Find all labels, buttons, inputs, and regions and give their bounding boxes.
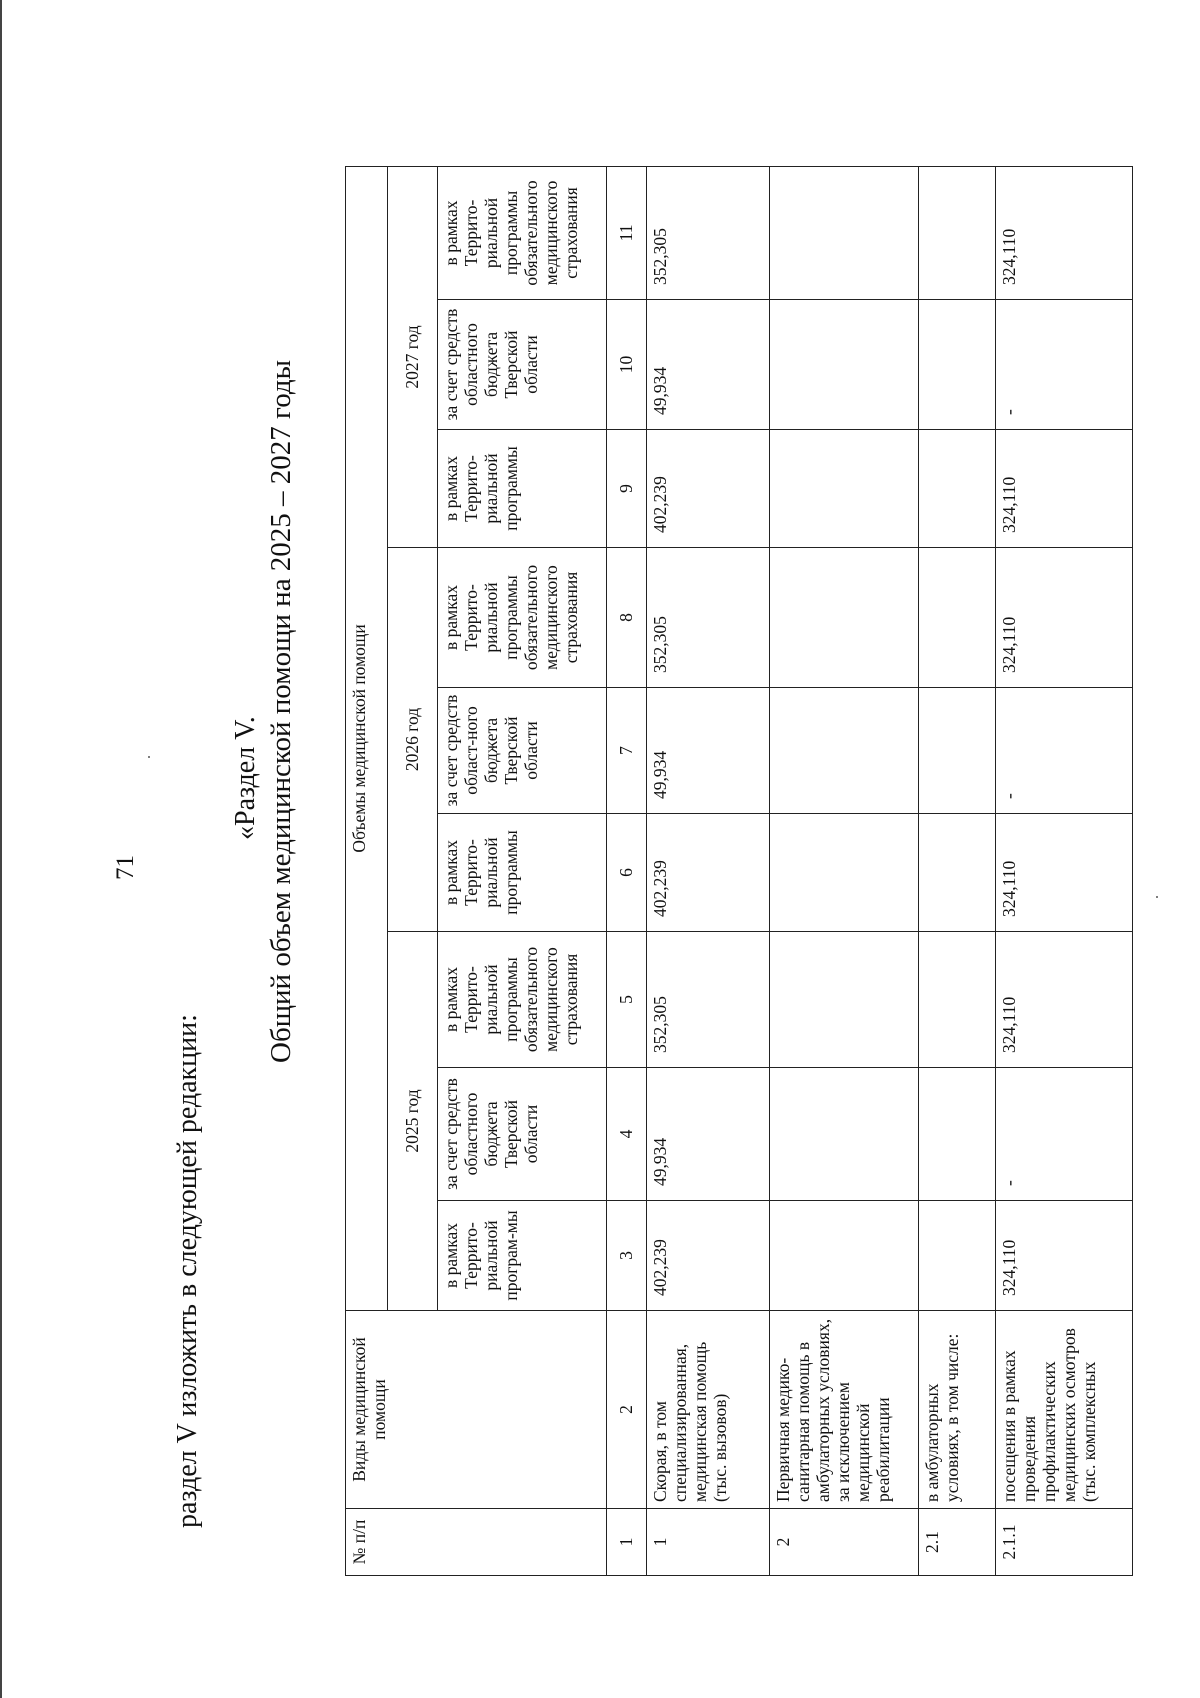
table-row bbox=[996, 166, 1133, 1575]
value-cell bbox=[769, 932, 918, 1068]
value-cell bbox=[919, 932, 996, 1068]
column-number: 5 bbox=[607, 932, 647, 1068]
value-cell bbox=[919, 300, 996, 430]
table-row bbox=[919, 166, 996, 1575]
header-cell-volumes: Объемы медицинской помощи bbox=[346, 166, 388, 1310]
subheader-cell: в рамках Террито-риальной программы bbox=[438, 814, 607, 932]
row-type: Первичная медико-санитарная помощь в амбулаторных условиях, за исключением медицинской реабилитации bbox=[769, 1311, 918, 1509]
value-cell: 324,110 bbox=[996, 430, 1133, 548]
value-cell: 324,110 bbox=[996, 166, 1133, 299]
header-cell-no: № п/п bbox=[346, 1509, 607, 1576]
subheader-cell: в рамках Террито-риальной програм-мы bbox=[438, 1201, 607, 1311]
value-cell: 352,305 bbox=[647, 548, 770, 688]
value-cell: 402,239 bbox=[647, 430, 770, 548]
row-type: посещения в рамках проведения профилактических медицинских осмотров (тыс. комплексных bbox=[996, 1311, 1133, 1509]
value-cell bbox=[769, 1201, 918, 1311]
value-cell bbox=[919, 1068, 996, 1201]
row-type: Скорая, в том специализированная, медицинская помощь (тыс. вызовов) bbox=[647, 1311, 770, 1509]
intro-text: раздел V изложить в следующей редакции: bbox=[172, 1014, 203, 1528]
value-cell bbox=[919, 688, 996, 814]
value-cell bbox=[769, 300, 918, 430]
value-cell bbox=[919, 814, 996, 932]
document-title: Общий объем медицинской помощи на 2025 – 2027 годы bbox=[265, 359, 297, 1063]
value-cell: 324,110 bbox=[996, 814, 1133, 932]
value-cell bbox=[769, 688, 918, 814]
row-number: 2.1 bbox=[919, 1509, 996, 1576]
value-cell bbox=[919, 166, 996, 299]
column-number: 4 bbox=[607, 1068, 647, 1201]
section-label: «Раздел V. bbox=[230, 716, 261, 840]
value-cell bbox=[769, 430, 918, 548]
column-number: 6 bbox=[607, 814, 647, 932]
column-number: 1 bbox=[607, 1509, 647, 1576]
value-cell: 402,239 bbox=[647, 1201, 770, 1311]
value-cell bbox=[769, 548, 918, 688]
value-cell: 49,934 bbox=[647, 300, 770, 430]
value-cell bbox=[919, 1201, 996, 1311]
table-row bbox=[647, 166, 770, 1575]
value-cell bbox=[769, 814, 918, 932]
table-row bbox=[769, 166, 918, 1575]
page-number: 71 bbox=[112, 855, 139, 880]
value-cell: 324,110 bbox=[996, 548, 1133, 688]
subheader-cell: в рамках Террито-риальной программы обязательного медицинского страхования bbox=[438, 166, 607, 299]
value-cell bbox=[919, 430, 996, 548]
value-cell: 49,934 bbox=[647, 1068, 770, 1201]
subheader-cell: за счет средств областного бюджета Тверской области bbox=[438, 300, 607, 430]
value-cell: 402,239 bbox=[647, 814, 770, 932]
value-cell bbox=[769, 1068, 918, 1201]
scan-speck bbox=[1156, 896, 1158, 898]
value-cell: 324,110 bbox=[996, 1201, 1133, 1311]
row-number: 2.1.1 bbox=[996, 1509, 1133, 1576]
value-cell bbox=[919, 548, 996, 688]
column-number-row bbox=[607, 166, 647, 1575]
header-year: 2025 год bbox=[388, 932, 438, 1311]
row-number: 2 bbox=[769, 1509, 918, 1576]
row-number: 1 bbox=[647, 1509, 770, 1576]
column-number: 7 bbox=[607, 688, 647, 814]
subheader-cell: в рамках Террито-риальной программы обязательного медицинского страхования bbox=[438, 548, 607, 688]
column-number: 2 bbox=[607, 1311, 647, 1509]
scan-speck bbox=[148, 756, 150, 758]
column-number: 9 bbox=[607, 430, 647, 548]
column-number: 11 bbox=[607, 166, 647, 299]
value-cell: - bbox=[996, 300, 1133, 430]
header-year: 2027 год bbox=[388, 166, 438, 547]
value-cell bbox=[769, 166, 918, 299]
column-number: 3 bbox=[607, 1201, 647, 1311]
value-cell: 352,305 bbox=[647, 932, 770, 1068]
table-header-row bbox=[346, 166, 388, 1575]
value-cell: - bbox=[996, 688, 1133, 814]
subheader-cell: за счет средств областного бюджета Тверской области bbox=[438, 1068, 607, 1201]
value-cell: 324,110 bbox=[996, 932, 1133, 1068]
header-cell-type: Виды медицинской помощи bbox=[346, 1311, 607, 1509]
value-cell: 352,305 bbox=[647, 166, 770, 299]
header-year: 2026 год bbox=[388, 548, 438, 932]
value-cell: 49,934 bbox=[647, 688, 770, 814]
scan-top-edge bbox=[0, 0, 2, 1698]
subheader-cell: в рамках Террито-риальной программы обязательного медицинского страхования bbox=[438, 932, 607, 1068]
subheader-cell: в рамках Террито-риальной программы bbox=[438, 430, 607, 548]
subheader-cell: за счет средств област-ного бюджета Тверской области bbox=[438, 688, 607, 814]
value-cell: - bbox=[996, 1068, 1133, 1201]
medical-volume-table bbox=[345, 166, 1133, 1576]
column-number: 10 bbox=[607, 300, 647, 430]
row-type: в амбулаторных условиях, в том числе: bbox=[919, 1311, 996, 1509]
column-number: 8 bbox=[607, 548, 647, 688]
